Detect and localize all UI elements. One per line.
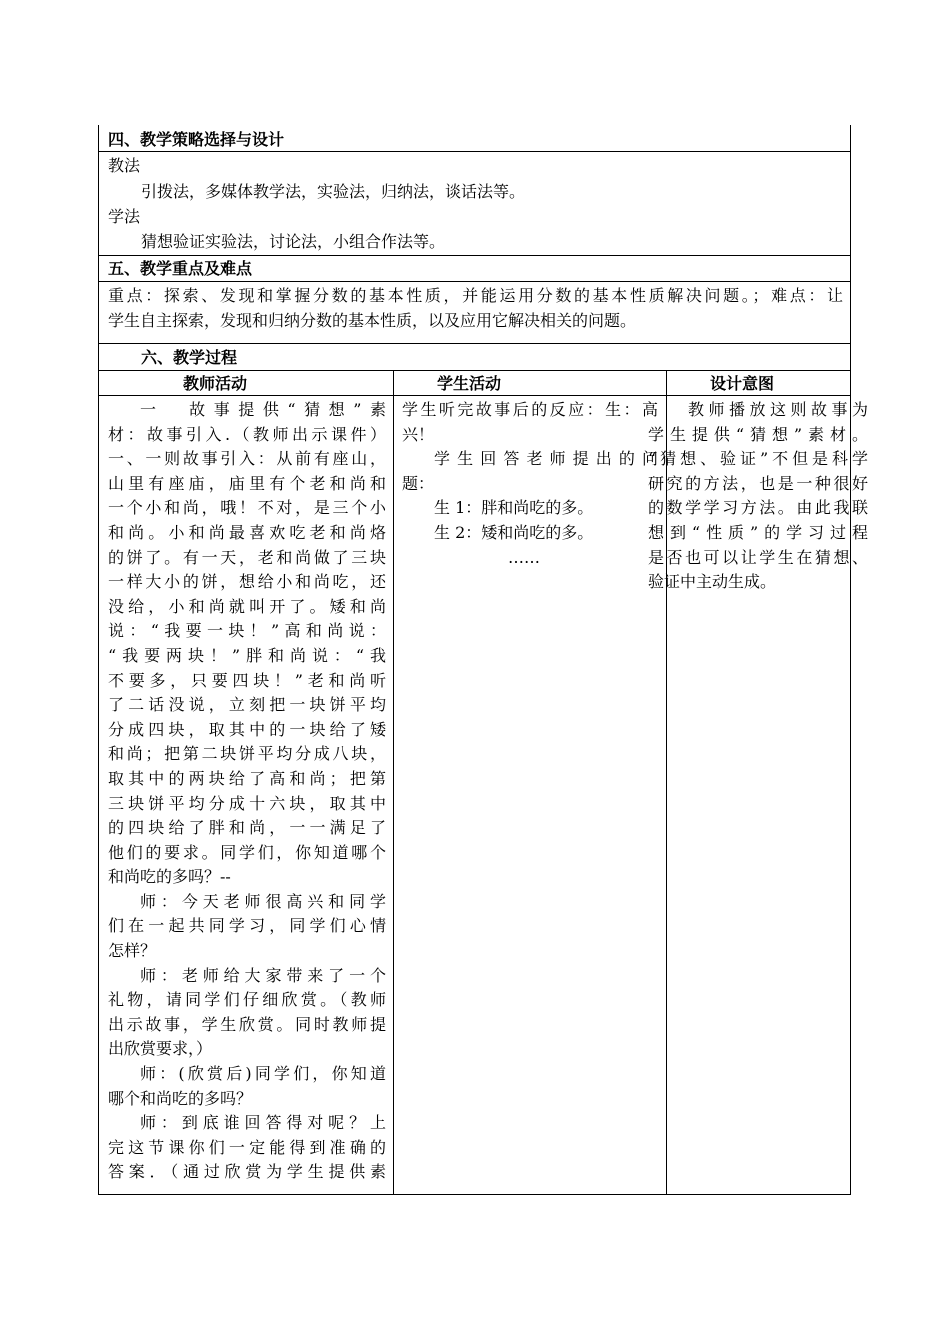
teacher-line: 们在一起共同学习，同学们心情 bbox=[108, 916, 386, 936]
teacher-line: 取其中的两块给了高和尚；把第 bbox=[108, 768, 386, 788]
teacher-line: 出欣赏要求，） bbox=[108, 1039, 213, 1059]
teacher-line: 哪个和尚吃的多吗？ bbox=[108, 1088, 253, 1108]
design-line: 学生提供“猜想”素材。 bbox=[648, 424, 868, 444]
header-teacher-activity: 教师活动 bbox=[183, 374, 248, 393]
teacher-line: 没给，小和尚就叫开了。矮和尚 bbox=[108, 596, 386, 616]
teacher-line: 的四块给了胖和尚，一一满足了 bbox=[108, 818, 386, 838]
learning-method-label: 学法 bbox=[108, 207, 141, 226]
design-line: 想到“性质”的学习过程 bbox=[648, 522, 868, 542]
teacher-line: 一个小和尚，哦！不对，是三个小 bbox=[108, 498, 386, 518]
teacher-line: 和尚吃的多吗？-- bbox=[108, 867, 231, 887]
teacher-line: 师：(欣赏后)同学们，你知道 bbox=[140, 1064, 386, 1084]
learning-methods: 猜想验证实验法，讨论法，小组合作法等。 bbox=[141, 232, 446, 251]
design-line: 的数学学习方法。由此我联 bbox=[648, 498, 868, 518]
teacher-line: 出示故事，学生欣赏。同时教师提 bbox=[108, 1014, 386, 1034]
header-design-intent: 设计意图 bbox=[710, 374, 775, 393]
design-line: “猜想、验证”不但是科学 bbox=[648, 449, 868, 469]
student-line: 学生回答老师提出的问 bbox=[434, 449, 658, 469]
teacher-line: “我要两块！”胖和尚说：“我 bbox=[108, 645, 386, 665]
student-line: 兴！ bbox=[402, 424, 435, 444]
design-line: 是否也可以让学生在猜想、 bbox=[648, 547, 868, 567]
teaching-methods: 引拨法，多媒体教学法，实验法，归纳法，谈话法等。 bbox=[141, 182, 526, 201]
design-intent-cell bbox=[648, 398, 868, 595]
student-line: 题： bbox=[402, 473, 435, 493]
header-student-activity: 学生活动 bbox=[437, 374, 502, 393]
design-line: 验证中主动生成。 bbox=[648, 572, 777, 592]
teacher-line: 一 故事提供“猜想”素 bbox=[140, 400, 386, 419]
teacher-line: 师：到底谁回答得对呢？上 bbox=[140, 1113, 386, 1133]
teacher-line: 了二话没说，立刻把一块饼平均 bbox=[108, 695, 386, 715]
row-divider bbox=[98, 281, 851, 282]
teacher-line: 不要多，只要四块！”老和尚听 bbox=[108, 670, 386, 690]
design-line: 教师播放这则故事为 bbox=[688, 400, 868, 419]
key-points-line-1: 重点：探索、发现和掌握分数的基本性质，并能运用分数的基本性质解决问题。；难点：让 bbox=[108, 286, 843, 305]
teacher-line: 和尚。小和尚最喜欢吃老和尚烙 bbox=[108, 522, 386, 542]
teacher-line: 他们的要求。同学们，你知道哪个 bbox=[108, 842, 386, 862]
row-divider bbox=[98, 370, 851, 371]
teacher-line: 怎样？ bbox=[108, 941, 157, 961]
key-points-line-2: 学生自主探索，发现和归纳分数的基本性质，以及应用它解决相关的问题。 bbox=[108, 311, 637, 330]
teacher-line: 礼物，请同学们仔细欣赏。（教师 bbox=[108, 990, 386, 1010]
teacher-line: 和尚；把第二块饼平均分成八块， bbox=[108, 744, 386, 764]
teacher-line: 三块饼平均分成十六块，取其中 bbox=[108, 793, 386, 813]
design-line: 研究的方法，也是一种很好 bbox=[648, 473, 868, 493]
section5-title: 五、教学重点及难点 bbox=[108, 259, 253, 278]
teacher-line: 完这节课你们一定能得到准确的 bbox=[108, 1137, 386, 1157]
row-divider bbox=[98, 343, 851, 344]
section4-title: 四、教学策略选择与设计 bbox=[108, 130, 285, 149]
student-line: 学生听完故事后的反应：生：高 bbox=[402, 400, 658, 419]
column-divider bbox=[393, 370, 394, 1195]
section6-title: 六、教学过程 bbox=[141, 348, 238, 367]
teacher-line: 说：“我要一块！”高和尚说： bbox=[108, 621, 386, 641]
teaching-method-label: 教法 bbox=[108, 156, 141, 175]
teacher-line: 一样大小的饼，想给小和尚吃，还 bbox=[108, 572, 386, 592]
teacher-line: 山里有座庙，庙里有个老和尚和 bbox=[108, 473, 386, 493]
teacher-line: 分成四块，取其中的一块给了矮 bbox=[108, 719, 386, 739]
teacher-line: 师：老师给大家带来了一个 bbox=[140, 965, 386, 985]
teacher-line: 师：今天老师很高兴和同学 bbox=[140, 891, 386, 911]
teacher-line: 一、一则故事引入：从前有座山， bbox=[108, 449, 386, 469]
row-divider bbox=[98, 255, 851, 256]
student-line: 生 1：胖和尚吃的多。 bbox=[434, 498, 594, 518]
student-activity-cell bbox=[402, 398, 658, 570]
student-line: 生 2：矮和尚吃的多。 bbox=[434, 522, 594, 542]
teacher-activity-cell bbox=[108, 398, 386, 1185]
teacher-line: 答案．（通过欣赏为学生提供素 bbox=[108, 1162, 386, 1182]
teacher-line: 的饼了。有一天，老和尚做了三块 bbox=[108, 547, 386, 567]
student-line: …… bbox=[508, 547, 540, 567]
teacher-line: 材：故事引入.（教师出示课件） bbox=[108, 424, 386, 444]
